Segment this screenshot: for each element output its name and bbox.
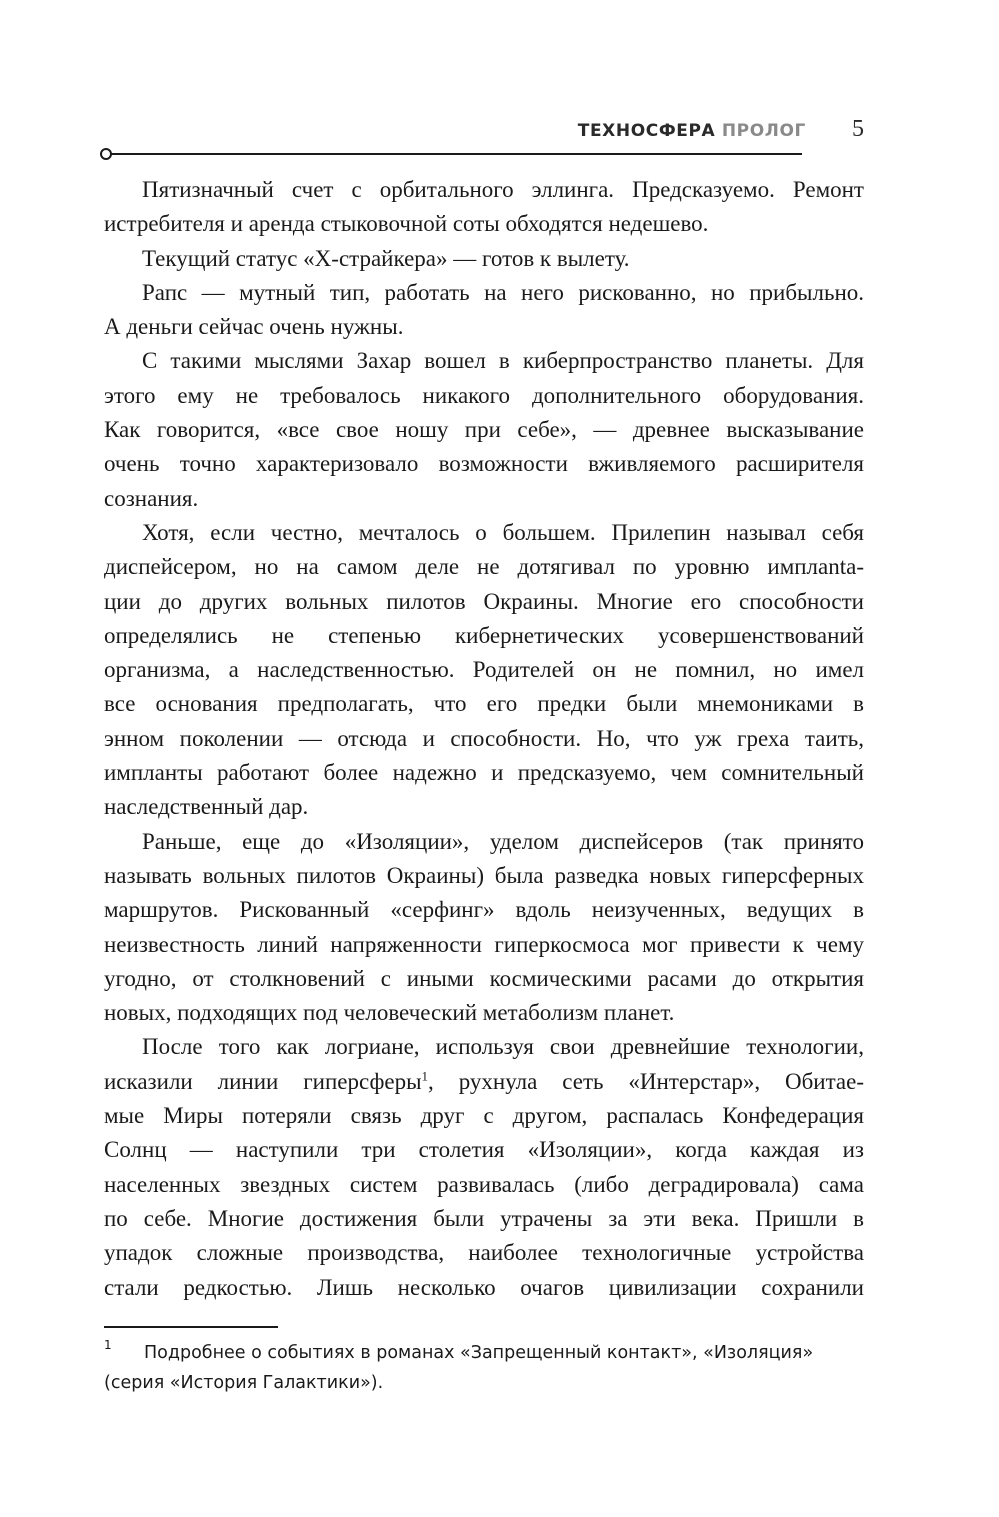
text-line: Рапс — мутный тип, работать на него рискованно, но прибыльно. xyxy=(142,279,864,305)
text-line: наследственный дар. xyxy=(104,794,309,820)
text-line: называть вольных пилотов Окраины) была разведка новых гиперсферных xyxy=(104,862,864,888)
page-number: 5 xyxy=(852,116,864,142)
text-line: сознания. xyxy=(104,485,199,511)
header-rule xyxy=(104,153,802,155)
text-line: все основания предполагать, что его предки были мнемониками в xyxy=(104,691,864,717)
paragraph xyxy=(104,344,864,515)
header-title xyxy=(578,121,806,141)
footnote-line: (серия «История Галактики»). xyxy=(104,1373,384,1393)
paragraph xyxy=(104,173,864,242)
text-line: импланты работают более надежно и предсказуемо, чем сомнительный xyxy=(104,760,864,786)
footnote-number: 1 xyxy=(104,1338,112,1352)
text-line: неизвестность линий напряженности гиперкосмоса мог привести к чему xyxy=(104,931,864,957)
text-line: А деньги сейчас очень нужны. xyxy=(104,314,404,340)
text-fragment: , рухнула сеть «Интерстар», Обитае- xyxy=(428,1068,864,1094)
text-line: истребителя и аренда стыковочной соты обходятся недешево. xyxy=(104,211,709,237)
rule-dot-ornament xyxy=(100,148,112,160)
text-line: Как говорится, «все свое ношу при себе», — древнее высказывание xyxy=(104,417,864,443)
text-line: Солнц — наступили три столетия «Изоляции», когда каждая из xyxy=(104,1137,864,1163)
text-line: населенных звездных систем развивалась (либо деградировала) сама xyxy=(104,1171,864,1197)
text-line: по себе. Многие достижения были утрачены за эти века. Пришли в xyxy=(104,1205,864,1231)
book-title: ТЕХНОСФЕРА xyxy=(577,121,716,141)
text-line: Текущий статус «Х-страйкера» — готов к вылету. xyxy=(142,245,630,271)
text-line: С такими мыслями Захар вошел в киберпространство планеты. Для xyxy=(142,348,864,374)
text-line: Хотя, если честно, мечталось о большем. Прилепин называл себя xyxy=(142,519,864,545)
section-title: ПРОЛОГ xyxy=(721,121,806,141)
paragraph xyxy=(104,1030,864,1304)
footnote-divider xyxy=(104,1326,278,1328)
text-line: угодно, от столкновений с иными космическими расами до открытия xyxy=(104,965,864,991)
text-line: новых, подходящих под человеческий метаболизм планет. xyxy=(104,1000,675,1026)
text-line: мые Миры потеряли связь друг с другом, распалась Конфедерация xyxy=(104,1103,864,1129)
text-line: упадок сложные производства, наиболее технологичные устройства xyxy=(104,1240,864,1266)
paragraph xyxy=(104,825,864,1031)
text-line: ции до других вольных пилотов Окраины. Многие его способности xyxy=(104,588,864,614)
text-line: После того как логриане, используя свои древнейшие технологии, xyxy=(142,1034,864,1060)
body-text xyxy=(104,173,864,1305)
footnote-reference[interactable]: 1 xyxy=(421,1068,429,1084)
running-header xyxy=(104,118,864,148)
text-line: Пятизначный счет с орбитального эллинга. Предсказуемо. Ремонт xyxy=(142,177,864,202)
text-line: этого ему не требовалось никакого дополнительного оборудования. xyxy=(104,382,864,408)
text-line: стали редкостью. Лишь несколько очагов цивилизации сохранили xyxy=(104,1274,864,1300)
text-line: Раньше, еще до «Изоляции», уделом диспейсеров (так принято xyxy=(142,828,864,854)
text-line: организма, а наследственностью. Родителей он не помнил, но имел xyxy=(104,657,864,683)
paragraph xyxy=(104,516,864,825)
footnote-line: Подробнее о событиях в романах «Запрещенный контакт», «Изоляция» xyxy=(144,1343,814,1363)
text-fragment: исказили линии гиперсферы xyxy=(104,1068,422,1094)
text-line xyxy=(104,1065,864,1099)
text-line: очень точно характеризовало возможности вживляемого расширителя xyxy=(104,451,864,477)
paragraph xyxy=(104,242,864,276)
text-line: маршрутов. Рискованный «серфинг» вдоль неизученных, ведущих в xyxy=(104,897,864,923)
text-line: энном поколении — отсюда и способности. Но, что уж греха таить, xyxy=(104,725,864,751)
text-line: диспейсером, но на самом деле не дотягивал по уровню имплanta- xyxy=(104,554,864,580)
text-line: определялись не степенью кибернетических усовершенствований xyxy=(104,622,864,648)
paragraph xyxy=(104,276,864,345)
footnote xyxy=(104,1338,864,1398)
